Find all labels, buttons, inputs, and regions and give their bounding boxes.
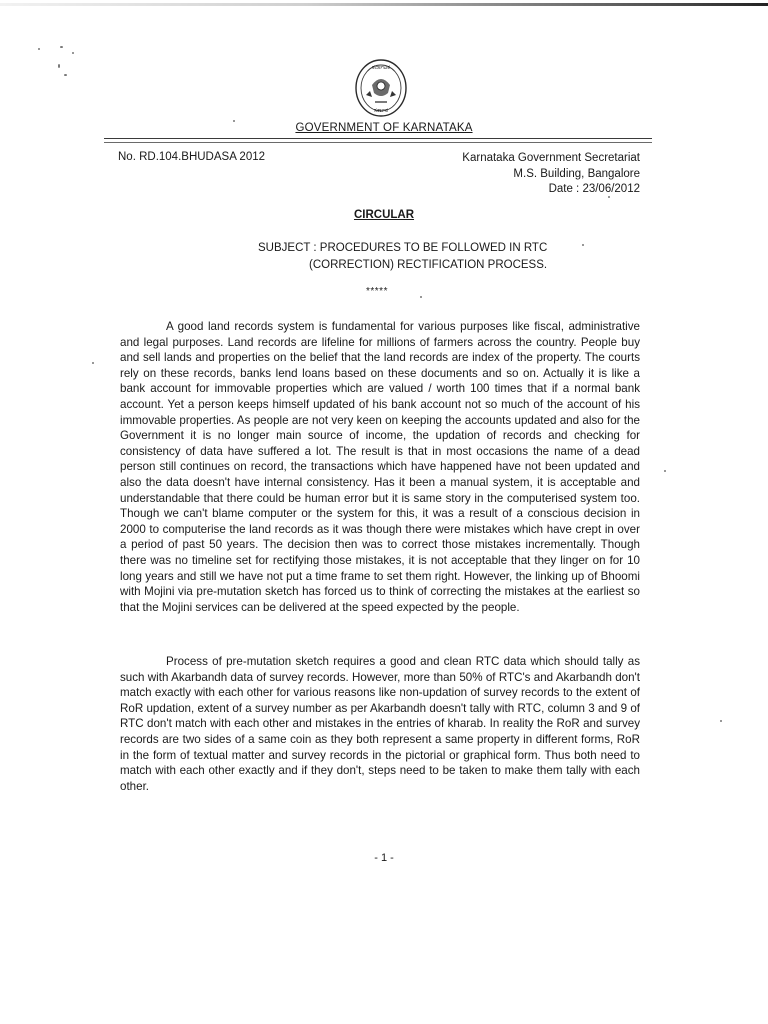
scan-speck [582,244,584,246]
subject-line-1: SUBJECT : PROCEDURES TO BE FOLLOWED IN RTC [258,242,548,254]
scan-speck [64,74,67,76]
address-line-2: M.S. Building, Bangalore [513,167,640,180]
scan-speck [58,64,60,68]
seal-top-text: ಕರ್ನಾಟಕ [372,64,390,71]
government-seal-icon [352,55,410,121]
seal-bottom-text: ಸರ್ಕಾರ [373,107,389,114]
subject-line-2: (CORRECTION) RECTIFICATION PROCESS. [309,259,548,271]
scan-speck [38,48,40,50]
scan-speck [72,52,74,54]
scan-speck [60,46,63,48]
scan-speck [664,470,666,472]
sender-address [462,151,640,198]
subject-block [258,240,547,274]
date-line: Date : 23/06/2012 [548,183,640,195]
body-paragraph-2: Process of pre-mutation sketch requires a good and clean RTC data which should tally as such with Akarbandh data of survey records. However, more than 50% of RTC's and Akarbandh don't match exactly with each other for various reasons like non-updation of survey records to the extent of RoR updation, extent of a survey number as per Akarbandh doesn't tally with RTC, column 3 and 9 of RTC don't match with each other and mistakes in the entries of kharab. In reality the RoR and survey records are two sides of a same coin as they both represent a same property in different forms, RoR in the form of textual matter and survey records in the pictorial or graphical form. Thus both need to match with each other exactly and if they don't, steps need to be taken to make them tally with each other. [120,655,640,793]
scan-speck [720,720,722,722]
header-rule [104,138,652,139]
scan-top-edge [0,3,768,6]
scan-speck [92,362,94,364]
body-paragraph-1: A good land records system is fundamental for various purposes like fiscal, administrative and legal purposes. Land records are lifeline for millions of farmers across the country. People buy and sell lands and properties on the belief that the land records are index of the property. The courts rely on these records, banks lend loans based on these documents and so on. Actually it is like a bank account for immovable properties which are valued / worth 100 times that if a normal bank account. Yet a person keeps himself updated of his bank account not so much of the account of his immovable properties. As people are not very keen on keeping the accounts updated and also for the Government it is no longer main source of income, the updation of records and checking for consistency of data have suffered a lot. The result is that in most occasions the name of a dead person still continues on record, the transactions which have happened have not been updated and also the data doesn't have internal consistency. Has it been a manual system, it is acceptable and understandable that there could be human error but it is same story in the computerised system too. Though we can't blame computer or the system for this, it was a result of a conscious decision in 2000 to computerise the land records as it was though there were mistakes which have crept in over a period of past 50 years. The decision then was to correct those mistakes incrementally. Though there was no timeline set for rectifying those mistakes, it is not acceptable that they linger on for 10 long years and still we have not put a time frame to set them right. However, the linking up of Bhoomi with Mojini via pre-mutation sketch has forced us to think of correcting the mistakes at the earliest so that the Mojini services can be delivered at the speed expected by the people. [120,320,640,614]
separator-stars: ***** [366,286,388,297]
address-line-1: Karnataka Government Secretariat [462,152,640,164]
government-title: GOVERNMENT OF KARNATAKA [295,122,473,134]
header-rule-secondary [104,142,652,143]
circular-title: CIRCULAR [353,209,415,221]
reference-number: No. RD.104.BHUDASA 2012 [118,151,266,163]
page-number: - 1 - [374,852,394,864]
scan-speck [420,296,422,298]
